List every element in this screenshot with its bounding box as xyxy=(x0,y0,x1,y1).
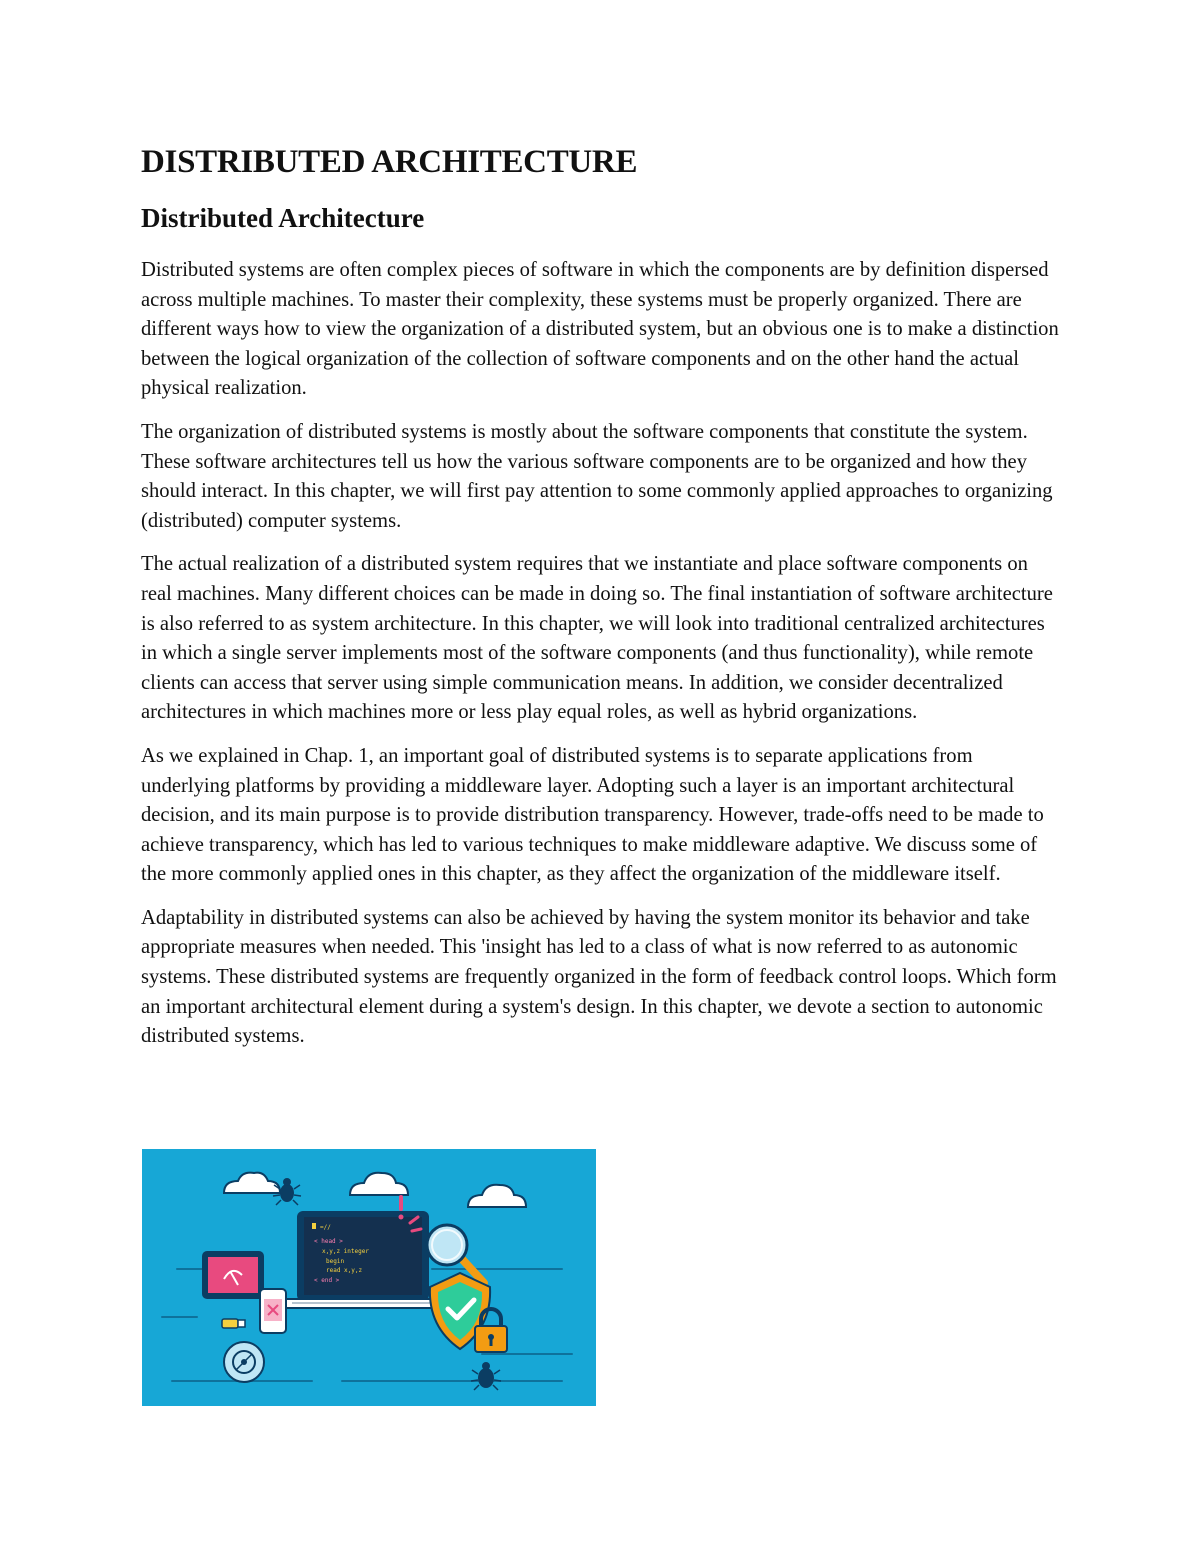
paragraph-5: Adaptability in distributed systems can also be achieved by having the system monitor its behavior and take appropriate measures when needed. This 'insight has led to a class of what is now referred to as autonomic systems. These distributed systems are frequently organized in the form of feedback control loops. Which form an important architectural element during a system's design. In this chapter, we devote a section to autonomic distributed systems. xyxy=(141,906,1057,1048)
code-line: < end > xyxy=(314,1277,340,1284)
disc-icon xyxy=(224,1342,264,1382)
document-body xyxy=(141,138,1061,1066)
section-heading: Distributed Architecture xyxy=(141,203,425,233)
paragraph-3: The actual realization of a distributed system requires that we instantiate and place software components on real machines. Many different choices can be made in doing so. The final instantiation of software architecture is also referred to as system architecture. In this chapter, we will look into traditional centralized architectures in which a single server implements most of the software components (and thus functionality), while remote clients can access that server using simple communication means. In addition, we consider decentralized architectures in which machines more or less play equal roles, as well as hybrid organizations. xyxy=(141,553,1053,724)
laptop-icon xyxy=(277,1211,449,1308)
cybersecurity-illustration xyxy=(142,1149,596,1406)
paragraph-4: As we explained in Chap. 1, an important goal of distributed systems is to separate applications from underlying platforms by providing a middleware layer. Adopting such a layer is an important architectural decision, and its main purpose is to provide distribution transparency. However, trade-offs need to be made to achieve transparency, which has led to various techniques to make middleware adaptive. We discuss some of the more commonly applied ones in this chapter, as they affect the organization of the middleware itself. xyxy=(141,744,1044,886)
bug-icon xyxy=(471,1362,501,1390)
cloud-icon xyxy=(350,1173,408,1195)
svg-text:=//: =// xyxy=(320,1224,331,1231)
code-line: read x,y,z xyxy=(326,1267,363,1274)
cloud-icon xyxy=(224,1173,280,1193)
code-line: x,y,z integer xyxy=(322,1248,369,1255)
padlock-icon xyxy=(475,1309,507,1352)
paragraph-1: Distributed systems are often complex pieces of software in which the components are by definition dispersed across multiple machines. To master their complexity, these systems must be properly organized. There are different ways how to view the organization of a distributed system, but an obvious one is to make a distinction between the logical organization of the collection of software components and on the other hand the actual physical realization. xyxy=(141,259,1059,400)
paragraph-2: The organization of distributed systems is mostly about the software components that constitute the system. These software architectures tell us how the various software components are to be organized and how they should interact. In this chapter, we will first pay attention to some commonly applied approaches to organizing (distributed) computer systems. xyxy=(141,420,1053,532)
tablet-icon xyxy=(202,1251,264,1299)
code-line: begin xyxy=(326,1258,345,1265)
usb-icon xyxy=(222,1319,245,1328)
cloud-icon xyxy=(468,1185,526,1207)
document-title: DISTRIBUTED ARCHITECTURE xyxy=(141,144,638,180)
code-line: < head > xyxy=(314,1238,343,1245)
phone-icon xyxy=(260,1289,286,1333)
